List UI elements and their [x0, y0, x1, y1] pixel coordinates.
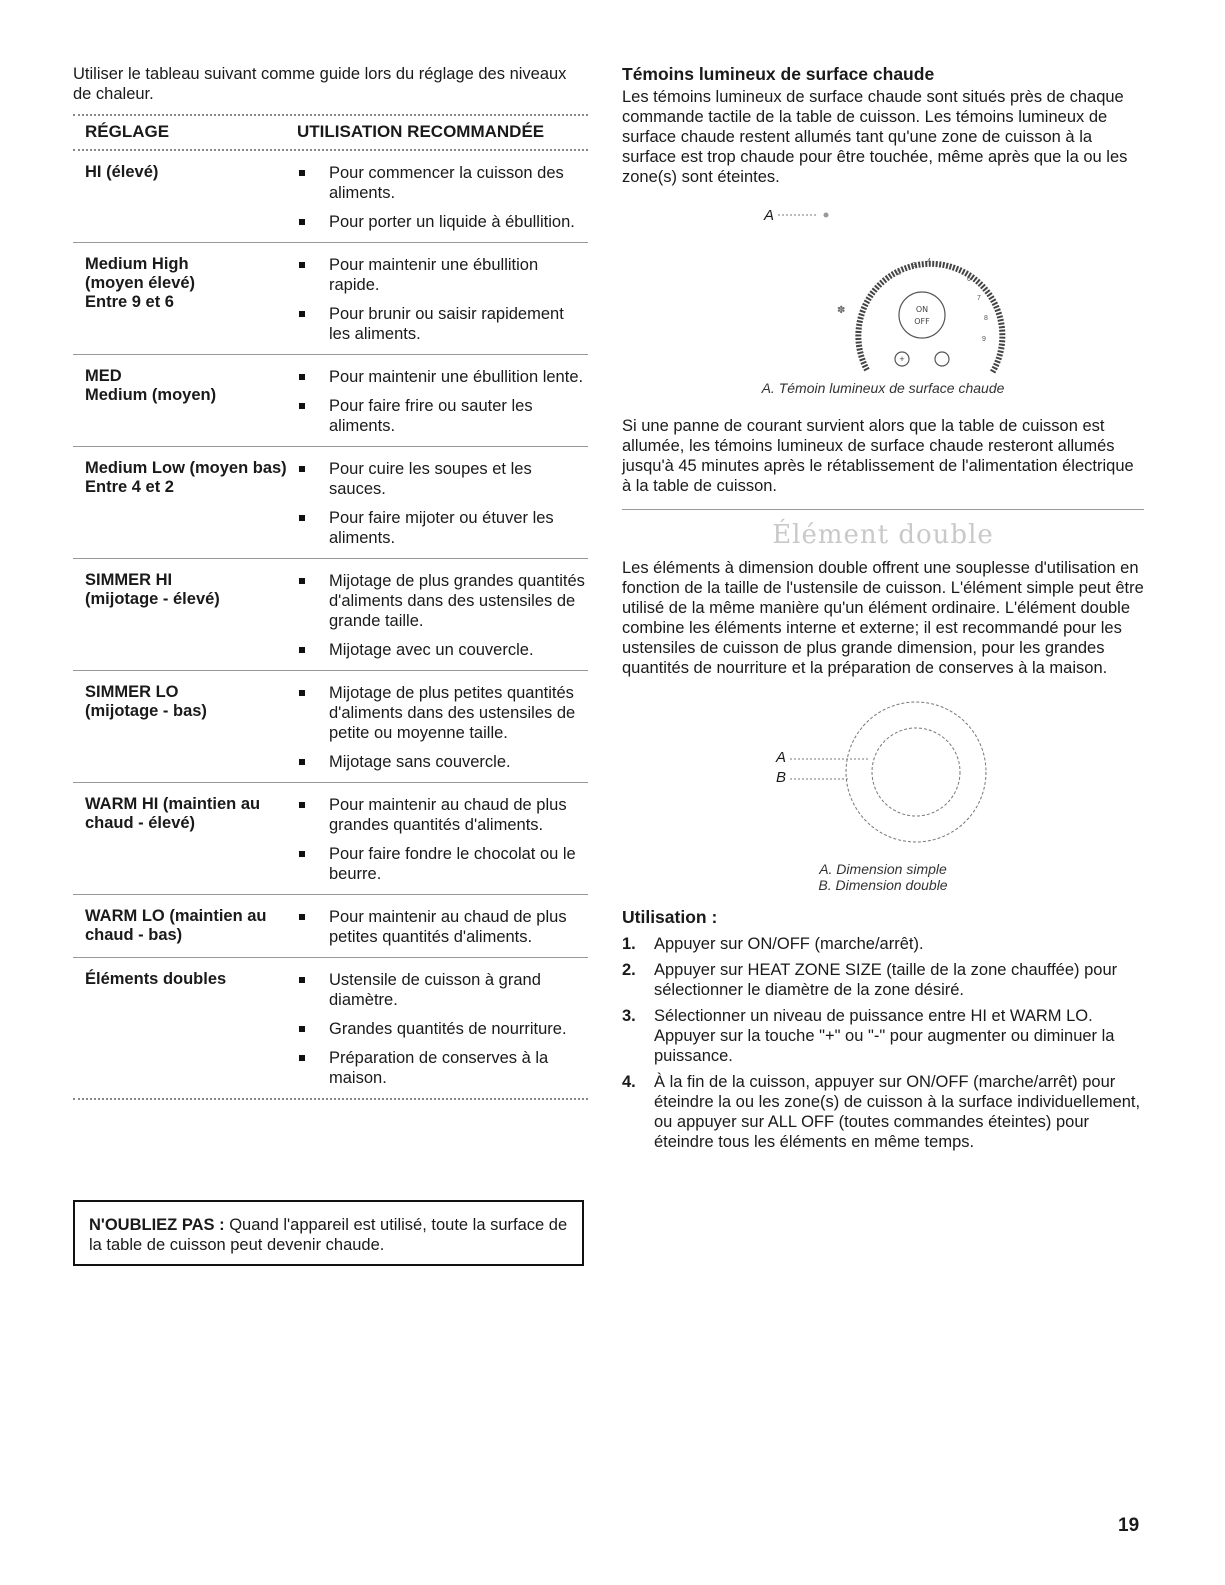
svg-text:✽: ✽ — [837, 305, 846, 316]
setting-label: Entre 4 et 2 — [85, 478, 174, 496]
list-item — [297, 367, 588, 387]
setting-label: Éléments doubles — [85, 970, 227, 988]
setting-cell — [73, 255, 297, 344]
svg-text:6: 6 — [967, 276, 971, 283]
list-item — [297, 304, 588, 344]
use-text: Pour faire frire ou sauter les aliments. — [329, 397, 533, 435]
hot-surface-caption: A. Témoin lumineux de surface chaude — [761, 380, 1005, 396]
bullet-icon — [297, 212, 329, 232]
header-setting: RÉGLAGE — [85, 122, 170, 141]
setting-cell — [73, 459, 297, 548]
use-text: Pour porter un liquide à ébullition. — [329, 213, 575, 231]
table-row — [73, 958, 588, 1100]
setting-label: SIMMER LO — [85, 683, 179, 701]
list-item — [297, 795, 588, 835]
double-caption-a: A. Dimension simple — [819, 861, 947, 877]
use-text: Mijotage avec un couvercle. — [329, 641, 534, 659]
bullet-icon — [297, 571, 329, 631]
step-text: Appuyer sur HEAT ZONE SIZE (taille de la zone chauffée) pour sélectionner le diamètre de la zone désiré. — [654, 961, 1118, 999]
double-element-illustration — [622, 686, 1144, 861]
uses-cell — [297, 795, 588, 884]
step-number: 3. — [622, 1007, 636, 1025]
setting-label: Medium Low (moyen bas) — [85, 459, 287, 477]
list-item — [622, 1072, 1144, 1152]
list-item — [622, 1006, 1144, 1066]
double-caption-b: B. Dimension double — [818, 877, 948, 893]
setting-label: Entre 9 et 6 — [85, 293, 174, 311]
use-text: Pour maintenir au chaud de plus grandes quantités d'aliments. — [329, 796, 567, 834]
hot-surface-para: Les témoins lumineux de surface chaude sont situés près de chaque commande tactile de la table de cuisson. Les témoins lumineux de surface chaude restent allumés tant qu'une zone de cuisson à la surface est trop chaude pour être touchée, même après que la ou les zone(s) sont éteintes. — [622, 88, 1128, 186]
warning-text: Quand l'appareil est utilisé, toute la surface de la table de cuisson peut devenir chaude. — [89, 1216, 568, 1254]
bullet-icon — [297, 844, 329, 884]
setting-label: WARM HI (maintien au chaud - élevé) — [85, 795, 261, 832]
list-item — [297, 396, 588, 436]
list-item — [297, 907, 588, 947]
double-element-figure — [622, 686, 1144, 861]
use-text: Pour faire mijoter ou étuver les aliments. — [329, 509, 554, 547]
table-row — [73, 895, 588, 958]
table-row — [73, 783, 588, 895]
use-text: Pour commencer la cuisson des aliments. — [329, 164, 564, 202]
right-column — [622, 64, 1144, 1158]
uses-cell — [297, 571, 588, 660]
bullet-icon — [297, 970, 329, 1010]
hot-surface-heading: Témoins lumineux de surface chaude — [622, 64, 935, 84]
svg-text:+: + — [899, 354, 905, 364]
setting-label: Medium (moyen) — [85, 386, 217, 404]
setting-cell — [73, 795, 297, 884]
svg-text:ON: ON — [915, 305, 929, 314]
bullet-icon — [297, 1048, 329, 1088]
setting-label: (mijotage - bas) — [85, 702, 207, 720]
uses-cell — [297, 970, 588, 1088]
uses-cell — [297, 255, 588, 344]
uses-cell — [297, 907, 588, 947]
setting-cell — [73, 571, 297, 660]
page-number: 19 — [1118, 1515, 1140, 1536]
table-row — [73, 355, 588, 447]
use-text: Pour faire fondre le chocolat ou le beurre. — [329, 845, 576, 883]
use-text: Ustensile de cuisson à grand diamètre. — [329, 971, 541, 1009]
svg-text:3: 3 — [912, 262, 916, 269]
list-item — [297, 970, 588, 1010]
section-divider — [622, 509, 1144, 510]
uses-cell — [297, 683, 588, 772]
list-item — [622, 934, 1144, 954]
uses-cell — [297, 459, 588, 548]
list-item — [297, 459, 588, 499]
svg-text:9: 9 — [982, 336, 986, 343]
figure-label-a: A — [764, 207, 775, 224]
uses-cell — [297, 163, 588, 232]
use-text: Préparation de conserves à la maison. — [329, 1049, 549, 1087]
setting-label: WARM LO (maintien au chaud - bas) — [85, 907, 267, 944]
warning-label: N'OUBLIEZ PAS : — [89, 1216, 225, 1234]
setting-label: Medium High — [85, 255, 189, 273]
step-text: Appuyer sur ON/OFF (marche/arrêt). — [654, 935, 924, 953]
table-row — [73, 671, 588, 783]
use-text: Pour maintenir une ébullition lente. — [329, 368, 584, 386]
bullet-icon — [297, 683, 329, 743]
use-text: Grandes quantités de nourriture. — [329, 1020, 567, 1038]
header-use: UTILISATION RECOMMANDÉE — [297, 122, 545, 141]
power-failure-para: Si une panne de courant survient alors que la table de cuisson est allumée, les témoins lumineux de surface chaude resteront allumés jusqu'à 45 minutes après le rétablissement de l'alimentation électrique à la table de cuisson. — [622, 417, 1134, 495]
setting-cell — [73, 683, 297, 772]
use-text: Mijotage de plus petites quantités d'aliments dans des ustensiles de petite ou moyenne taille. — [329, 684, 576, 742]
warning-box — [73, 1200, 584, 1266]
list-item — [297, 640, 588, 660]
svg-text:2: 2 — [897, 270, 901, 277]
list-item — [297, 212, 588, 232]
list-item — [622, 960, 1144, 1000]
step-text: Sélectionner un niveau de puissance entre HI et WARM LO. Appuyer sur la touche "+" ou "-" pour augmenter ou diminuer la puissance. — [654, 1007, 1115, 1065]
bullet-icon — [297, 508, 329, 548]
setting-label: MED — [85, 367, 122, 385]
table-row — [73, 151, 588, 243]
table-header — [73, 114, 588, 151]
use-text: Pour maintenir une ébullition rapide. — [329, 256, 539, 294]
step-text: À la fin de la cuisson, appuyer sur ON/OFF (marche/arrêt) pour éteindre la ou les zone(s) de cuisson à la surface individuellement, ou appuyer sur ALL OFF (toutes commandes éteintes) pour éteindre tous les éléments en même temps. — [654, 1073, 1141, 1151]
list-item — [297, 1048, 588, 1088]
step-number: 2. — [622, 961, 636, 979]
table-row — [73, 447, 588, 559]
list-item — [297, 571, 588, 631]
bullet-icon — [297, 367, 329, 387]
bullet-icon — [297, 163, 329, 203]
uses-cell — [297, 367, 588, 436]
use-text: Pour brunir ou saisir rapidement les aliments. — [329, 305, 564, 343]
setting-label: HI (élevé) — [85, 163, 159, 181]
setting-cell — [73, 367, 297, 436]
list-item — [297, 255, 588, 295]
svg-text:8: 8 — [984, 315, 988, 322]
list-item — [297, 508, 588, 548]
bullet-icon — [297, 304, 329, 344]
bullet-icon — [297, 640, 329, 660]
bullet-icon — [297, 459, 329, 499]
double-element-para: Les éléments à dimension double offrent une souplesse d'utilisation en fonction de la taille de l'ustensile de cuisson. L'élément simple peut être utilisé de la même manière qu'un élément ordinaire. L'élément double combine les éléments interne et externe; il est recommandé pour les ustensiles de cuisson de plus grande dimension, pour les grandes quantités de nourriture et la préparation de conserves à la maison. — [622, 559, 1144, 677]
svg-text:4: 4 — [927, 258, 931, 265]
table-row — [73, 243, 588, 355]
use-text: Mijotage sans couvercle. — [329, 753, 511, 771]
list-item — [297, 1019, 588, 1039]
setting-label: (moyen élevé) — [85, 274, 196, 292]
left-column — [73, 64, 588, 1100]
setting-cell — [73, 907, 297, 947]
bullet-icon — [297, 752, 329, 772]
svg-text:7: 7 — [977, 295, 981, 302]
double-label-a: A — [776, 749, 787, 766]
bullet-icon — [297, 1019, 329, 1039]
setting-cell — [73, 163, 297, 232]
double-label-b: B — [776, 769, 787, 786]
table-row — [73, 559, 588, 671]
list-item — [297, 163, 588, 203]
cooktop-control-figure — [622, 195, 1144, 380]
use-text: Pour maintenir au chaud de plus petites quantités d'aliments. — [329, 908, 567, 946]
bullet-icon — [297, 795, 329, 835]
step-number: 1. — [622, 935, 636, 953]
step-number: 4. — [622, 1073, 636, 1091]
double-element-title: Élément double — [772, 520, 994, 550]
usage-steps — [622, 934, 1144, 1152]
list-item — [297, 683, 588, 743]
bullet-icon — [297, 255, 329, 295]
use-text: Mijotage de plus grandes quantités d'aliments dans des ustensiles de grande taille. — [329, 572, 585, 630]
use-text: Pour cuire les soupes et les sauces. — [329, 460, 532, 498]
setting-label: (mijotage - élevé) — [85, 590, 220, 608]
intro-text: Utiliser le tableau suivant comme guide lors du réglage des niveaux de chaleur. — [73, 65, 567, 103]
svg-text:OFF: OFF — [914, 317, 930, 326]
list-item — [297, 844, 588, 884]
bullet-icon — [297, 396, 329, 436]
list-item — [297, 752, 588, 772]
bullet-icon — [297, 907, 329, 947]
setting-label: SIMMER HI — [85, 571, 173, 589]
setting-cell — [73, 970, 297, 1088]
control-panel-illustration — [622, 195, 1144, 380]
usage-heading: Utilisation : — [622, 907, 718, 927]
